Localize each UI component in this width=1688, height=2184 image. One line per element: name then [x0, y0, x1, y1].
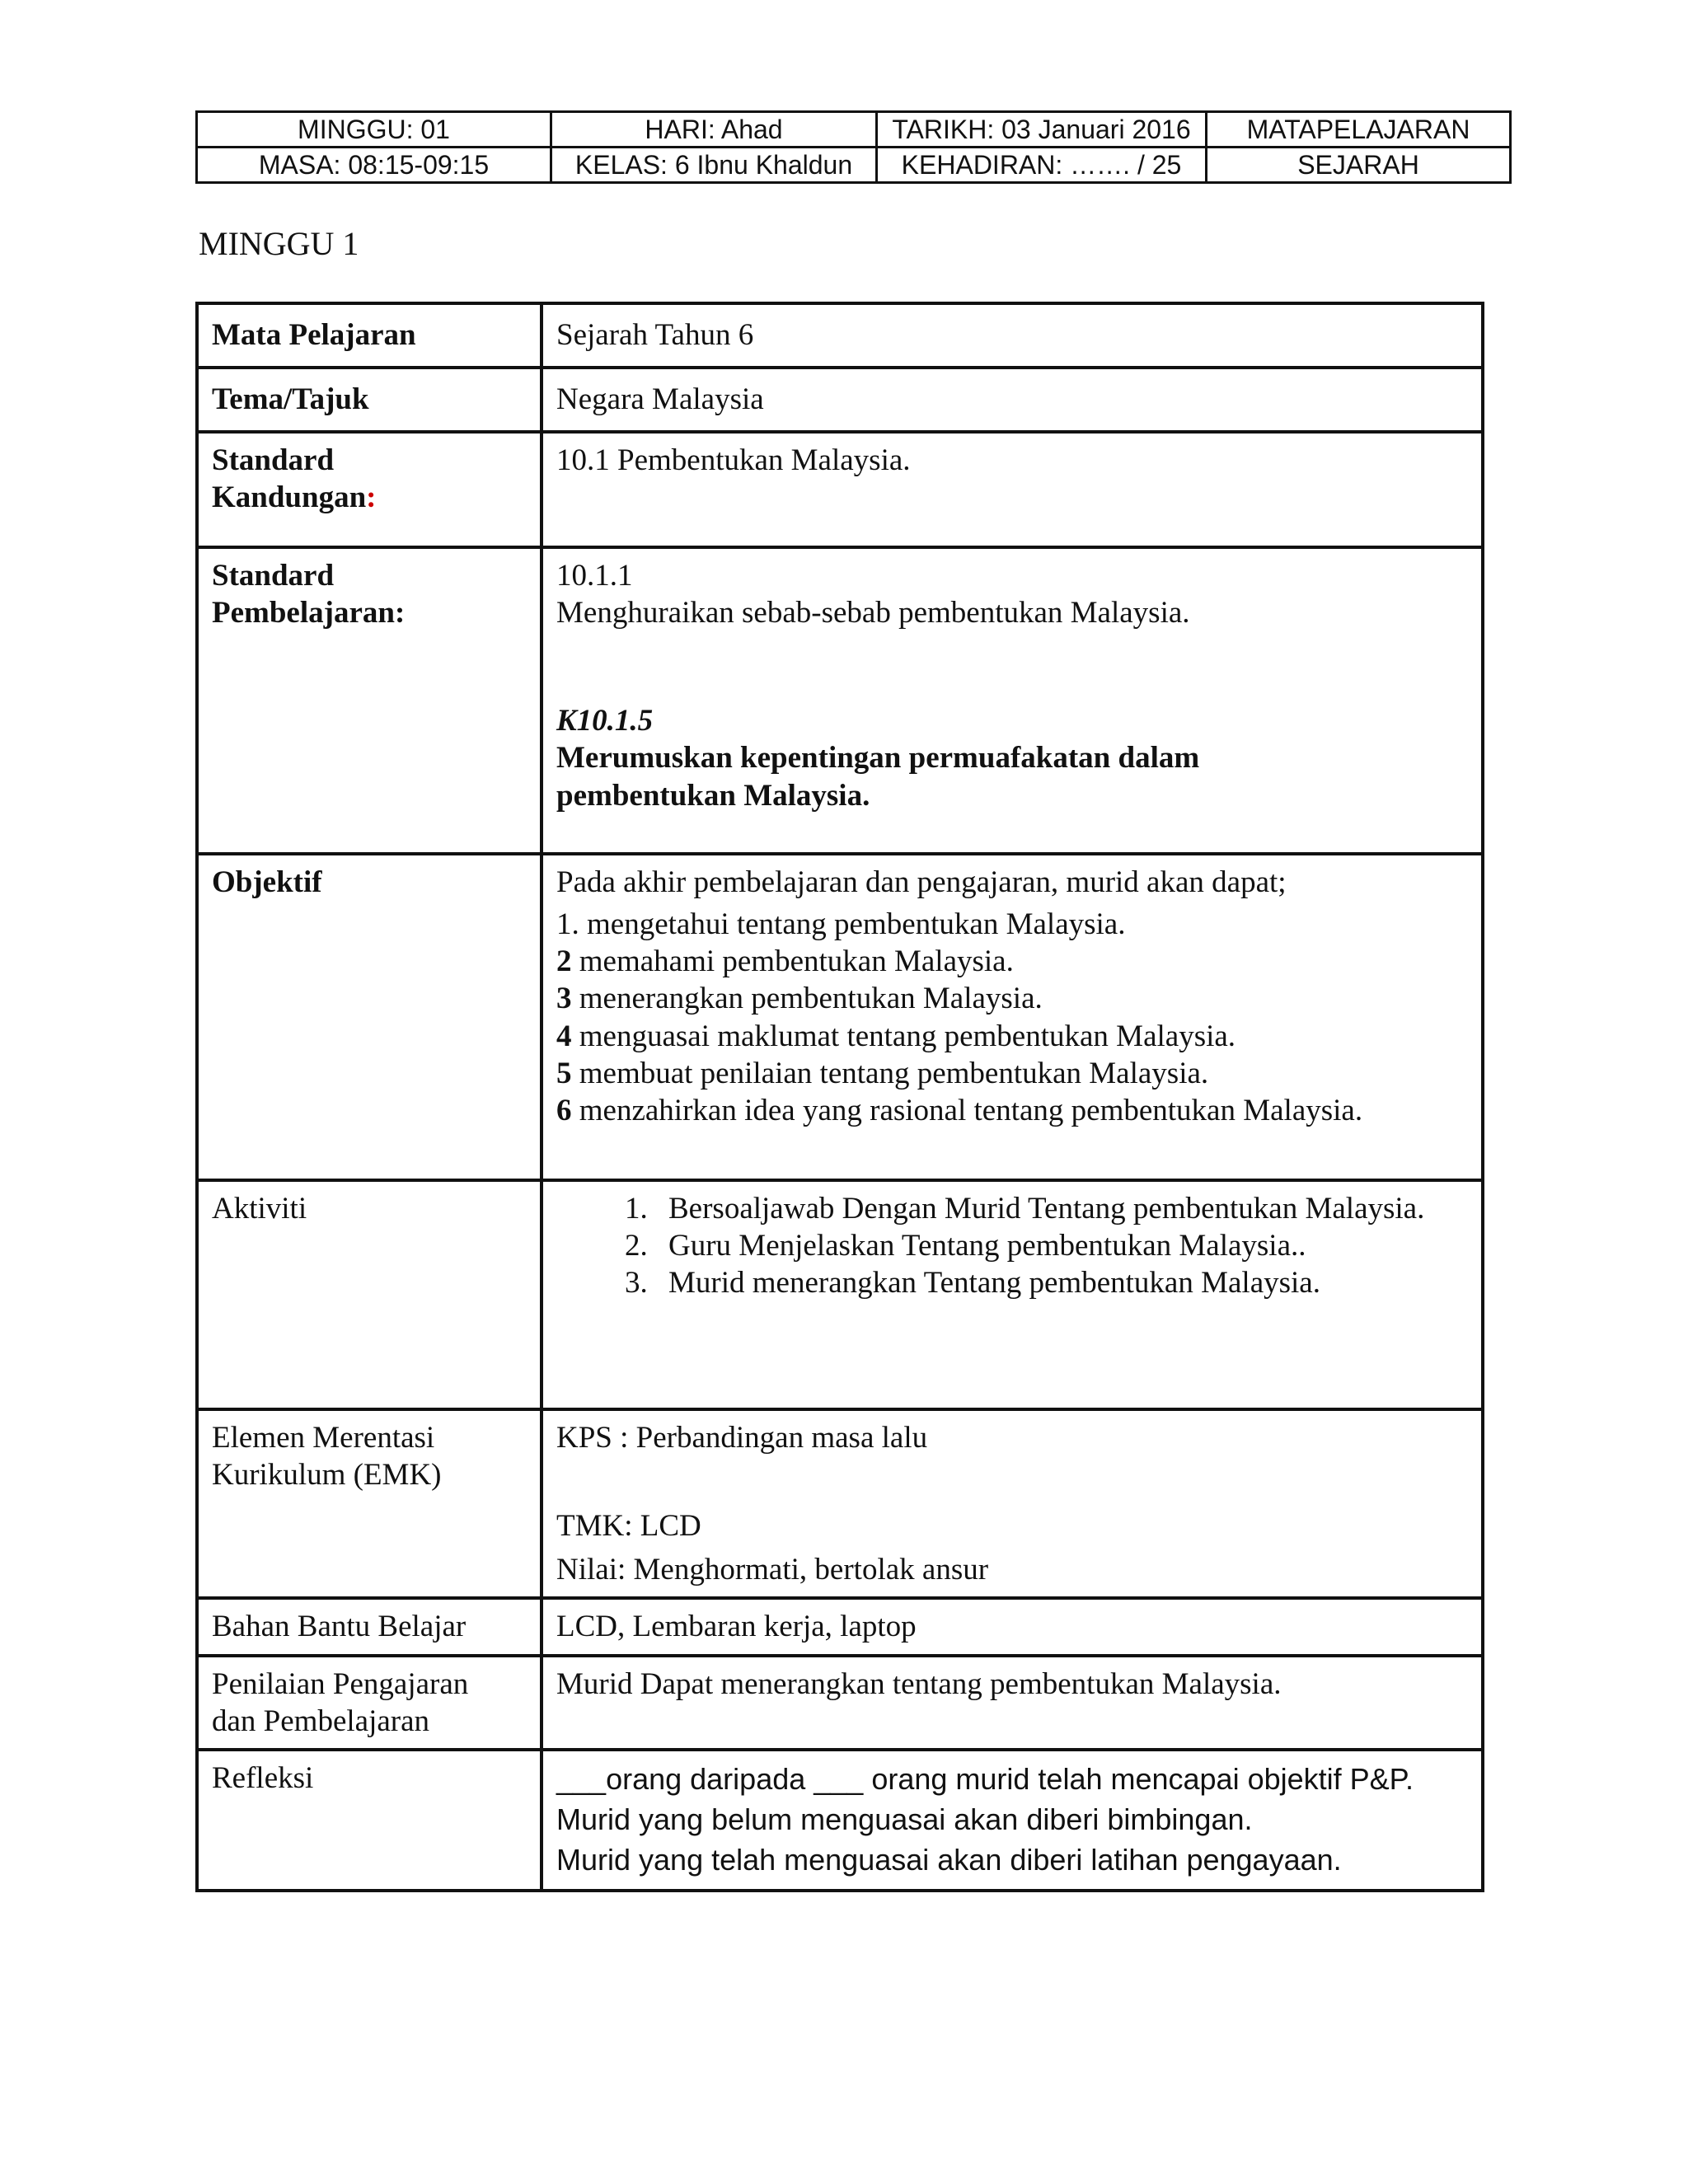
standard-kandungan-label [197, 432, 542, 547]
row-standard-pembelajaran [197, 547, 1483, 854]
refleksi-label: Refleksi [197, 1750, 542, 1891]
objektif-item-2 [556, 943, 1468, 980]
objektif-value [542, 854, 1483, 1180]
objektif-label: Objektif [197, 854, 542, 1180]
mata-pelajaran-label: Mata Pelajaran [197, 303, 542, 368]
sp-k-line2: pembentukan Malaysia. [556, 778, 870, 813]
header-matapelajaran: MATAPELAJARAN [1207, 112, 1511, 148]
header-subject: SEJARAH [1207, 148, 1511, 183]
refleksi-line2: Murid yang belum menguasai akan diberi bimbingan. [556, 1802, 1253, 1836]
tema-value: Negara Malaysia [542, 368, 1483, 432]
sp-k-line1: Merumuskan kepentingan permuafakatan dalam [556, 741, 1200, 776]
refleksi-line3: Murid yang telah menguasai akan diberi latihan pengayaan. [556, 1842, 1342, 1877]
objektif-num-4: 4 [556, 1019, 572, 1053]
objektif-text-6: menzahirkan idea yang rasional tentang pembentukan Malaysia. [571, 1093, 1363, 1127]
row-objektif [197, 854, 1483, 1180]
penilaian-label-line2: dan Pembelajaran [212, 1704, 430, 1738]
objektif-num-6: 6 [556, 1093, 572, 1127]
standard-pembelajaran-label-line1: Standard [212, 559, 335, 593]
week-title: MINGGU 1 [199, 225, 359, 262]
objektif-item-6 [556, 1092, 1468, 1129]
sp-k-code: K10.1.5 [556, 704, 654, 738]
tema-label: Tema/Tajuk [197, 368, 542, 432]
emk-label [197, 1409, 542, 1598]
row-tema [197, 368, 1483, 432]
mata-pelajaran-value: Sejarah Tahun 6 [542, 303, 1483, 368]
refleksi-line1: ___orang daripada ___ orang murid telah mencapai objektif P&P. [556, 1761, 1414, 1796]
header-row-2 [197, 148, 1511, 183]
row-bahan [197, 1598, 1483, 1655]
header-table [195, 110, 1512, 184]
sp-description: Menghuraikan sebab-sebab pembentukan Malaysia. [556, 596, 1190, 630]
refleksi-value [542, 1750, 1483, 1891]
aktiviti-item-3: 3. Murid menerangkan Tentang pembentukan Malaysia. [655, 1264, 1468, 1301]
objektif-text-1: mengetahui tentang pembentukan Malaysia. [579, 907, 1126, 942]
objektif-text-3: menerangkan pembentukan Malaysia. [571, 982, 1043, 1016]
aktiviti-value [542, 1180, 1483, 1409]
row-refleksi [197, 1750, 1483, 1891]
lesson-plan-table [195, 302, 1484, 1892]
standard-kandungan-value: 10.1 Pembentukan Malaysia. [542, 432, 1483, 547]
objektif-num-1: 1. [556, 907, 579, 942]
objektif-intro: Pada akhir pembelajaran dan pengajaran, murid akan dapat; [556, 865, 1287, 899]
aktiviti-item-2: 2. Guru Menjelaskan Tentang pembentukan Malaysia.. [655, 1227, 1468, 1264]
header-kehadiran: KEHADIRAN: ……. / 25 [877, 148, 1207, 183]
objektif-text-5: membuat penilaian tentang pembentukan Malaysia. [571, 1056, 1209, 1090]
standard-pembelajaran-value [542, 547, 1483, 854]
sp-code: 10.1.1 [556, 559, 633, 593]
emk-label-line2: Kurikulum (EMK) [212, 1458, 442, 1493]
objektif-item-3 [556, 980, 1468, 1017]
penilaian-label [197, 1656, 542, 1750]
objektif-num-5: 5 [556, 1056, 572, 1090]
emk-nilai: Nilai: Menghormati, bertolak ansur [556, 1553, 989, 1587]
header-kelas: KELAS: 6 Ibnu Khaldun [551, 148, 877, 183]
header-tarikh: TARIKH: 03 Januari 2016 [877, 112, 1207, 148]
standard-kandungan-colon: : [366, 480, 377, 515]
header-minggu: MINGGU: 01 [197, 112, 551, 148]
row-mata-pelajaran [197, 303, 1483, 368]
aktiviti-item-1: 1. Bersoaljawab Dengan Murid Tentang pembentukan Malaysia. [655, 1190, 1468, 1227]
penilaian-value: Murid Dapat menerangkan tentang pembentukan Malaysia. [542, 1656, 1483, 1750]
bahan-label: Bahan Bantu Belajar [197, 1598, 542, 1655]
aktiviti-label: Aktiviti [197, 1180, 542, 1409]
standard-pembelajaran-label [197, 547, 542, 854]
objektif-item-4 [556, 1018, 1468, 1055]
row-aktiviti [197, 1180, 1483, 1409]
row-penilaian [197, 1656, 1483, 1750]
objektif-num-3: 3 [556, 982, 572, 1016]
standard-kandungan-label-text: Kandungan [212, 480, 367, 515]
emk-tmk: TMK: LCD [556, 1509, 701, 1544]
header-masa: MASA: 08:15-09:15 [197, 148, 551, 183]
objektif-text-4: menguasai maklumat tentang pembentukan Malaysia. [571, 1019, 1236, 1053]
objektif-item-1 [556, 906, 1468, 943]
aktiviti-list [556, 1190, 1468, 1301]
header-row-1 [197, 112, 1511, 148]
emk-label-line1: Elemen Merentasi [212, 1421, 435, 1455]
emk-value [542, 1409, 1483, 1598]
objektif-num-2: 2 [556, 944, 572, 979]
penilaian-label-line1: Penilaian Pengajaran [212, 1666, 469, 1701]
header-hari: HARI: Ahad [551, 112, 877, 148]
row-standard-kandungan [197, 432, 1483, 547]
row-emk [197, 1409, 1483, 1598]
objektif-text-2: memahami pembentukan Malaysia. [571, 944, 1014, 979]
standard-kandungan-label-line1: Standard [212, 443, 335, 477]
standard-pembelajaran-label-line2: Pembelajaran: [212, 596, 406, 630]
emk-kps: KPS : Perbandingan masa lalu [556, 1421, 928, 1455]
standard-kandungan-label-line2 [212, 479, 527, 516]
bahan-value: LCD, Lembaran kerja, laptop [542, 1598, 1483, 1655]
objektif-item-5 [556, 1055, 1468, 1092]
